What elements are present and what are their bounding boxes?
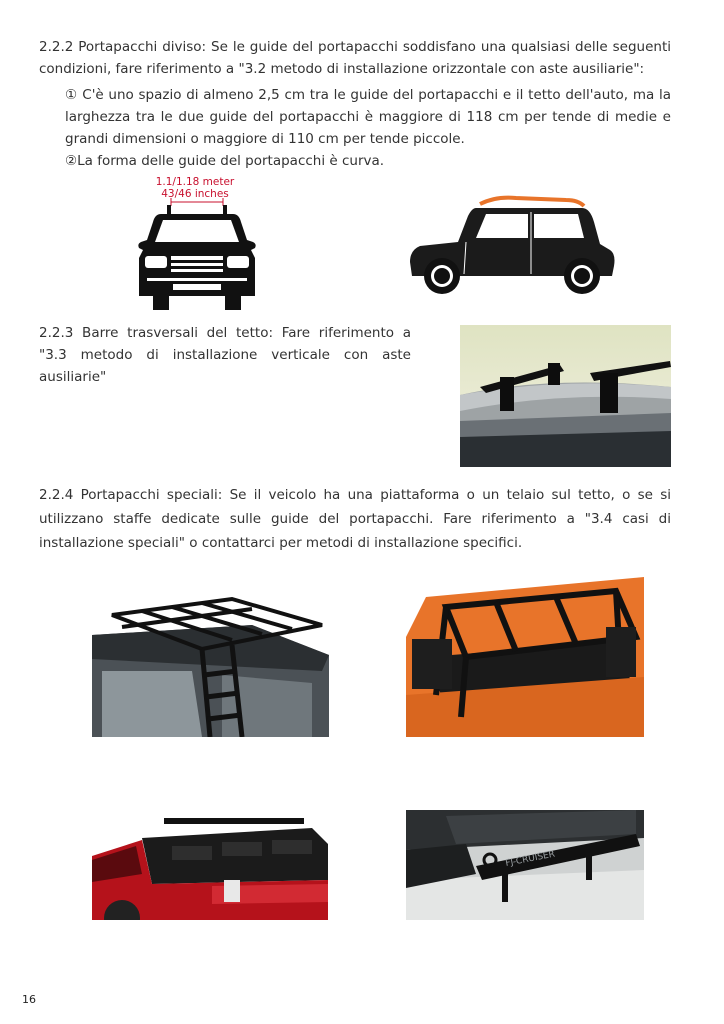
truck-bed-rack-photo bbox=[406, 577, 644, 737]
car-side-curved-rails bbox=[406, 192, 618, 302]
tent-rack-bracket-photo bbox=[406, 810, 644, 920]
rack-brand-text: FJ-CRUISER bbox=[504, 849, 556, 869]
roof-platform-ladder-photo bbox=[92, 585, 329, 737]
measurement-label bbox=[140, 176, 250, 200]
measurement-meter: 1.1/1.18 meter bbox=[155, 176, 235, 188]
section-2-2-3-text: 2.2.3 Barre trasversali del tetto: Fare riferimento a "3.3 metodo di installazione verticale con aste ausiliarie" bbox=[39, 325, 411, 385]
measurement-inches: 43/46 inches bbox=[161, 188, 229, 200]
roof-crossbars-photo bbox=[460, 325, 671, 467]
condition-item-1: ① C'è uno spazio di almeno 2,5 cm tra le guide del portapacchi e il tetto dell'auto, ma la larghezza tra le due guide del portapacchi è maggiore di 118 cm per tende di medie e grandi dimensioni o maggiore di 110 cm per tende piccole. bbox=[65, 87, 671, 147]
section-2-2-4-text: 2.2.4 Portapacchi speciali: Se il veicolo ha una piattaforma o un telaio sul tetto, o se si utilizzano staffe dedicate sulle guide del portapacchi. Fare riferimento a "3.4 casi di installazione speciali" o contattarci per metodi di installazione specifici. bbox=[39, 487, 671, 551]
red-truck-canopy-photo bbox=[92, 810, 329, 920]
condition-item-2: ②La forma delle guide del portapacchi è curva. bbox=[65, 153, 385, 169]
section-2-2-2-text: 2.2.2 Portapacchi diviso: Se le guide del portapacchi soddisfano una qualsiasi delle seguenti condizioni, fare riferimento a "3.2 metodo di installazione orizzontale con aste ausiliarie": bbox=[39, 39, 671, 77]
page-number: 16 bbox=[22, 993, 36, 1006]
car-front-silhouette bbox=[133, 198, 261, 313]
